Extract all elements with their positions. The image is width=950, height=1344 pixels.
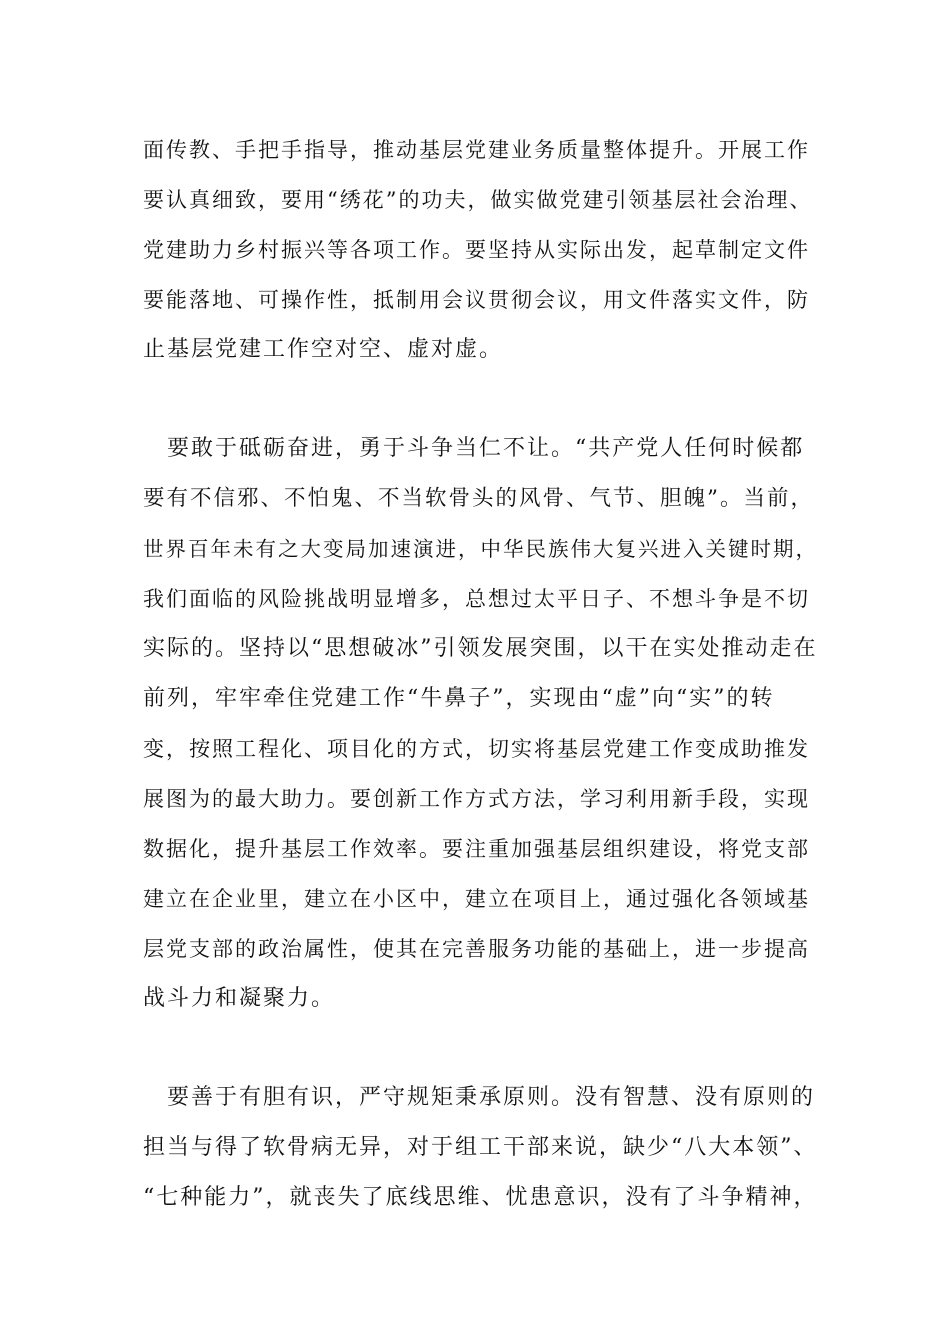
text-line: 要能落地、可操作性，抵制用会议贯彻会议，用文件落实文件，防 (143, 288, 810, 312)
paragraph-2 (143, 424, 823, 1024)
text-line: 担当与得了软骨病无异，对于组工干部来说，缺少“八大本领”、 (143, 1135, 818, 1160)
text-line: 层党支部的政治属性，使其在完善服务功能的基础上，进一步提高 (143, 937, 810, 961)
text-line: 建立在企业里，建立在小区中，建立在项目上，通过强化各领域基 (143, 887, 810, 911)
text-line: 变，按照工程化、项目化的方式，切实将基层党建工作变成助推发 (143, 737, 810, 761)
text-line: 要敢于砥砺奋进，勇于斗争当仁不让。“共产党人任何时候都 (143, 436, 805, 461)
text-line: 要认真细致，要用“绣花”的功夫，做实做党建引领基层社会治理、 (143, 188, 813, 212)
text-line: 展图为的最大助力。要创新工作方式方法，学习利用新手段，实现 (143, 787, 810, 811)
text-line: 前列，牢牢牵住党建工作“牛鼻子”，实现由“虚”向“实”的转 (143, 686, 775, 711)
text-line: 数据化，提升基层工作效率。要注重加强基层组织建设，将党支部 (143, 837, 810, 861)
text-line: 我们面临的风险挑战明显增多，总想过太平日子、不想斗争是不切 (143, 587, 810, 611)
text-line: 实际的。坚持以“思想破冰”引领发展突围，以干在实处推动走在 (143, 636, 818, 661)
text-line: 止基层党建工作空对空、虚对虚。 (143, 337, 504, 362)
text-line: 面传教、手把手指导，推动基层党建业务质量整体提升。开展工作 (143, 138, 810, 162)
text-line: 世界百年未有之大变局加速演进，中华民族伟大复兴进入关键时期， (143, 537, 818, 561)
text-line: 战斗力和凝聚力。 (143, 986, 336, 1011)
paragraph-3 (143, 1073, 823, 1223)
text-line: 党建助力乡村振兴等各项工作。要坚持从实际出发，起草制定文件 (143, 238, 810, 262)
text-line: 要有不信邪、不怕鬼、不当软骨头的风骨、气节、胆魄”。当前， (143, 486, 814, 511)
text-line: “七种能力”，就丧失了底线思维、忧患意识，没有了斗争精神， (143, 1185, 818, 1210)
text-line: 要善于有胆有识，严守规矩秉承原则。没有智慧、没有原则的 (143, 1085, 816, 1110)
paragraph-1 (143, 125, 823, 375)
